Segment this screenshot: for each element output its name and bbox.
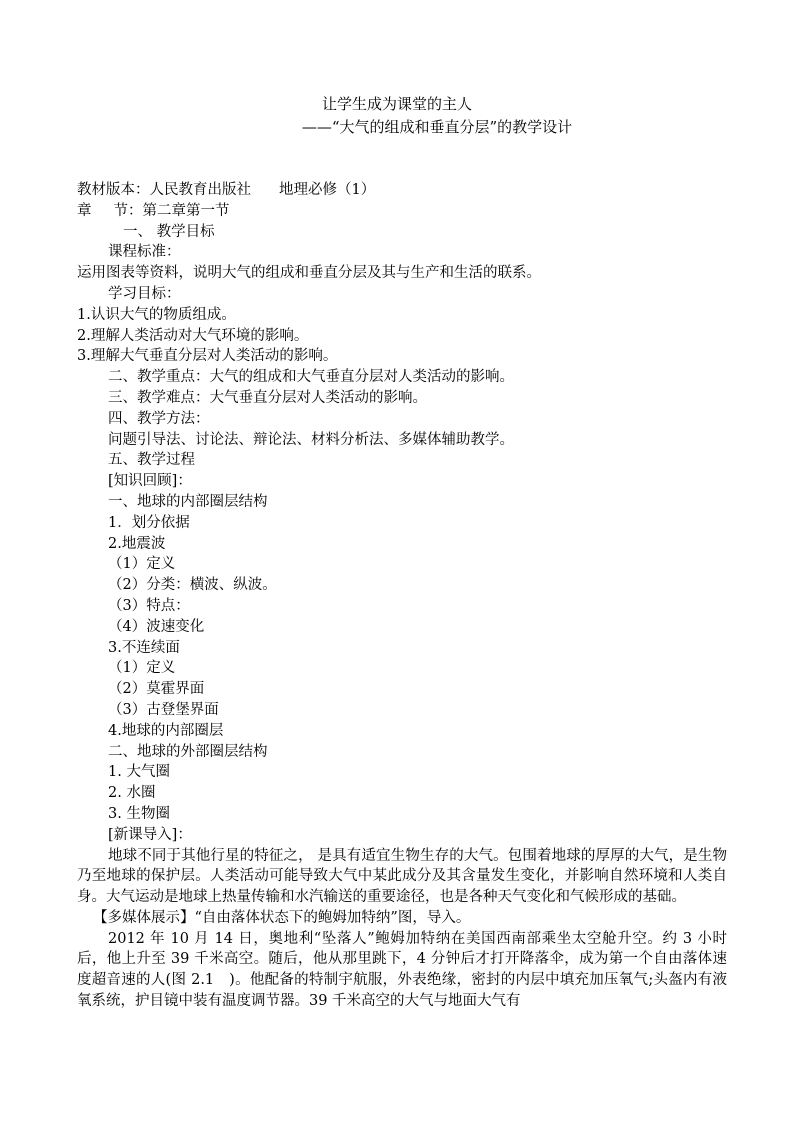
new-lesson-label: [新课导入]： [108, 826, 192, 843]
document-title: 让学生成为课堂的主人 [321, 95, 472, 113]
discontinuity-item-1: （1）定义 [108, 660, 176, 677]
difficulty: 三、教学难点：大气垂直分层对人类活动的影响。 [108, 389, 427, 406]
process-heading: 五、教学过程 [108, 452, 195, 469]
outer-item-3: 3. 生物圈 [108, 805, 170, 822]
edition-line [77, 180, 727, 201]
inner-item-3: 3.不连续面 [108, 639, 180, 656]
goal-2: 2.理解人类活动对大气环境的影响。 [77, 327, 309, 344]
inner-item-2: 2.地震波 [108, 535, 166, 552]
goal-3: 3.理解大气垂直分层对人类活动的影响。 [77, 348, 338, 365]
wave-item-1: （1）定义 [108, 556, 176, 573]
methods-heading: 四、教学方法： [108, 410, 210, 427]
goal-1: 1.认识大气的物质组成。 [77, 306, 236, 323]
intro-paragraph-a: 地球不同于其他行星的特征之， [108, 847, 313, 864]
chapter-label-a: 章 [77, 202, 92, 219]
learning-label: 学习目标： [108, 285, 181, 302]
chapter-label-b: 节：第二章第一节 [113, 202, 230, 219]
review-label: [知识回顾]： [108, 473, 192, 490]
inner-item-1: 1．划分依据 [108, 514, 190, 531]
outer-item-1: 1. 大气圈 [108, 764, 170, 781]
outer-structure-heading: 二、地球的外部圈层结构 [108, 743, 268, 760]
methods-text: 问题引导法、讨论法、辩论法、材料分析法、多媒体辅助教学。 [108, 431, 514, 448]
document-body [77, 180, 727, 1012]
chapter-line [77, 201, 727, 222]
document-subtitle: ——“大气的组成和垂直分层”的教学设计 [301, 118, 573, 136]
story-paragraph: 2012 年 10 月 14 日，奥地利“坠落人”鲍姆加特纳在美国西南部乘坐太空舱升空。约 3 小时后，他上升至 39 千米高空。随后，他从那里跳下，4 分钟后才打开降落伞，成为第一个自由落体速度超音速的人(图 2.1 )。他配备的特制宇航服，外表绝缘，密封的内层中填充加压氧气;头盔内有液氧系统，护目镜中装有温度调节器。39 千米高空的大气与地面大气有 [77, 930, 727, 1010]
inner-item-4: 4.地球的内部圈层 [108, 722, 224, 739]
edition-label: 教材版本：人民教育出版社 [77, 182, 251, 198]
wave-item-2: （2）分类：横波、纵波。 [108, 577, 277, 594]
inner-structure-heading: 一、地球的内部圈层结构 [108, 493, 268, 510]
key-points: 二、教学重点：大气的组成和大气垂直分层对人类活动的影响。 [108, 369, 514, 386]
outer-item-2: 2. 水圈 [108, 785, 156, 802]
standard-label: 课程标准： [108, 244, 181, 261]
wave-item-4: （4）波速变化 [108, 618, 205, 635]
discontinuity-item-3: （3）古登堡界面 [108, 701, 219, 718]
discontinuity-item-2: （2）莫霍界面 [108, 681, 205, 698]
standard-text: 运用图表等资料，说明大气的组成和垂直分层及其与生产和生活的联系。 [77, 265, 541, 282]
media-line: 【多媒体展示】“自由落体状态下的鲍姆加特纳”图，导入。 [93, 909, 471, 926]
intro-paragraph [77, 846, 727, 908]
intro-paragraph-b: 是具有适宜生物生存的大气。包围着地球的厚厚的大气，是生物乃至地球的保护层。人类活动可能导致大气中某此成分及其含量发生变化，并影响自然环境和人类自身。大气运动是地球上热量传输和水汽输送的重要途径，也是各种天气变化和气候形成的基础。 [77, 847, 728, 906]
objectives-heading: 一、 教学目标 [123, 223, 215, 240]
wave-item-3: （3）特点： [108, 597, 190, 614]
edition-course: 地理必修（1） [279, 182, 376, 198]
